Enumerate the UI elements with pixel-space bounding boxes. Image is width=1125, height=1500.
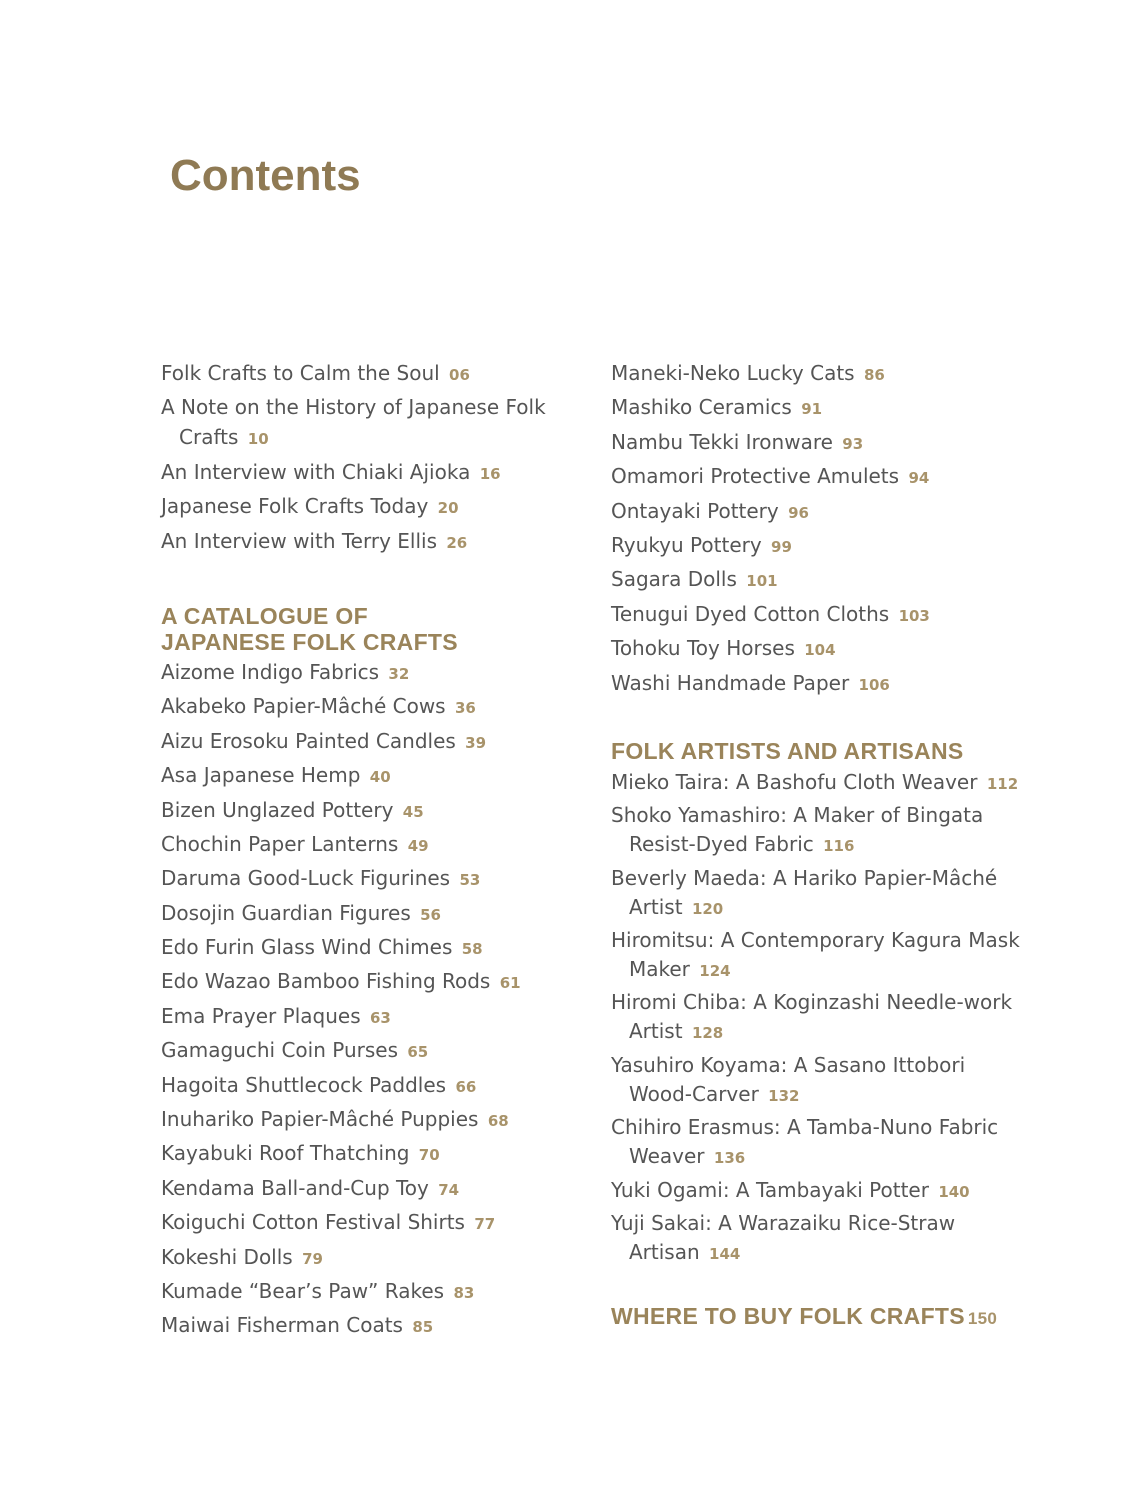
toc-entry-title: Aizu Erosoku Painted Candles [161, 728, 456, 753]
toc-entry-page-number: 61 [499, 974, 521, 993]
toc-entry[interactable] [161, 691, 601, 723]
catalogue-list [161, 657, 601, 1342]
toc-entry[interactable] [611, 392, 1031, 424]
contents-left-column [161, 358, 601, 1345]
toc-entry[interactable] [161, 1104, 601, 1136]
page-title: Contents [170, 151, 361, 200]
where-to-buy-heading[interactable] [611, 1303, 1031, 1332]
toc-entry-title: Kayabuki Roof Thatching [161, 1141, 410, 1166]
toc-entry-page-number: 94 [908, 469, 930, 488]
toc-entry[interactable] [161, 657, 601, 689]
toc-entry-title: Dosojin Guardian Figures [161, 900, 411, 925]
toc-entry-title: Edo Furin Glass Wind Chimes [161, 935, 453, 960]
toc-entry[interactable] [161, 1173, 601, 1205]
toc-entry[interactable] [161, 1001, 601, 1033]
toc-entry[interactable] [161, 1310, 601, 1342]
toc-entry-title: Mieko Taira: A Bashofu Cloth Weaver [611, 769, 978, 794]
toc-entry-page-number: 128 [691, 1024, 724, 1043]
toc-entry[interactable] [161, 491, 601, 523]
toc-entry-page-number: 58 [461, 940, 483, 959]
toc-entry[interactable] [611, 496, 1031, 528]
toc-entry-title: Mashiko Ceramics [611, 395, 792, 420]
toc-entry-title: Ema Prayer Plaques [161, 1003, 361, 1028]
toc-entry-page-number: 103 [898, 606, 930, 625]
toc-entry-page-number: 39 [465, 733, 487, 752]
toc-entry-page-number: 132 [768, 1086, 800, 1105]
catalogue-heading-text: A CATALOGUE OF JAPANESE FOLK CRAFTS [161, 602, 458, 655]
toc-entry[interactable] [161, 358, 601, 390]
toc-entry-page-number: 106 [858, 675, 890, 694]
toc-entry-page-number: 85 [412, 1318, 434, 1337]
artists-list [611, 768, 1031, 1269]
toc-entry[interactable] [161, 726, 601, 758]
toc-entry-page-number: 63 [369, 1008, 391, 1027]
toc-entry-page-number: 93 [842, 434, 864, 453]
toc-entry-page-number: 66 [455, 1077, 477, 1096]
toc-entry[interactable] [611, 768, 1031, 799]
toc-entry-title: Tohoku Toy Horses [611, 636, 795, 661]
toc-entry[interactable] [611, 926, 1031, 986]
toc-entry[interactable] [611, 1209, 1031, 1269]
artists-heading [611, 738, 1031, 764]
contents-right-column [611, 358, 1031, 1332]
toc-entry-page-number: 06 [449, 366, 470, 384]
toc-entry[interactable] [161, 1070, 601, 1102]
toc-entry[interactable] [611, 988, 1031, 1048]
toc-entry-title: Maneki-Neko Lucky Cats [611, 361, 855, 385]
toc-entry[interactable] [611, 427, 1031, 459]
toc-entry-page-number: 144 [709, 1245, 741, 1264]
toc-entry-page-number: 20 [437, 499, 459, 518]
toc-entry[interactable] [611, 461, 1031, 493]
toc-entry-title: Yuji Sakai: A Warazaiku Rice-Straw Artisan [611, 1211, 956, 1265]
toc-entry-page-number: 32 [388, 664, 410, 683]
toc-entry-page-number: 65 [407, 1043, 429, 1062]
toc-entry-title: Ontayaki Pottery [611, 498, 779, 523]
toc-entry-title: Sagara Dolls [611, 567, 737, 592]
toc-entry-title: Chochin Paper Lanterns [161, 831, 399, 856]
toc-entry-page-number: 86 [863, 366, 885, 384]
toc-entry-page-number: 16 [479, 464, 501, 483]
toc-entry-page-number: 77 [474, 1215, 496, 1234]
toc-entry-page-number: 101 [746, 572, 778, 591]
toc-entry-title: Beverly Maeda: A Hariko Papier-Mâché Artist [611, 865, 998, 919]
toc-entry-page-number: 96 [788, 503, 809, 522]
toc-entry-title: Hiromi Chiba: A Koginzashi Needle-work Artist [611, 990, 1013, 1044]
toc-entry[interactable] [161, 898, 601, 930]
toc-entry-title: Nambu Tekki Ironware [611, 429, 833, 454]
toc-entry[interactable] [161, 932, 601, 964]
where-to-buy-heading-text: WHERE TO BUY FOLK CRAFTS [611, 1303, 965, 1330]
toc-entry[interactable] [161, 1138, 601, 1170]
toc-entry-title: Akabeko Papier-Mâché Cows [161, 694, 446, 719]
toc-entry-title: Asa Japanese Hemp [161, 763, 361, 788]
toc-entry[interactable] [161, 863, 601, 895]
toc-entry-title: Shoko Yamashiro: A Maker of Bingata Resist-Dyed Fabric [611, 803, 984, 857]
toc-entry[interactable] [611, 633, 1031, 665]
toc-entry-title: Edo Wazao Bamboo Fishing Rods [161, 969, 491, 994]
toc-entry[interactable] [161, 457, 601, 489]
toc-entry-title: Chihiro Erasmus: A Tamba-Nuno Fabric Weaver [611, 1115, 999, 1169]
toc-entry-title: Kokeshi Dolls [161, 1244, 293, 1269]
artists-heading-text: FOLK ARTISTS AND ARTISANS [611, 737, 964, 764]
toc-entry-page-number: 10 [247, 430, 269, 449]
toc-entry-page-number: 104 [804, 641, 836, 660]
where-to-buy-page-number: 150 [967, 1309, 998, 1329]
toc-entry-page-number: 45 [402, 802, 424, 821]
toc-entry-title: Maiwai Fisherman Coats [161, 1313, 403, 1338]
toc-entry[interactable] [161, 795, 601, 827]
toc-entry[interactable] [161, 1276, 601, 1308]
toc-entry-title: A Note on the History of Japanese Folk Crafts [161, 395, 546, 450]
toc-entry-title: Tenugui Dyed Cotton Cloths [611, 601, 890, 626]
toc-entry-page-number: 26 [446, 533, 468, 552]
toc-entry-title: Yasuhiro Koyama: A Sasano Ittobori Wood-Carver [611, 1052, 966, 1106]
toc-entry-title: Yuki Ogami: A Tambayaki Potter [611, 1177, 929, 1202]
toc-entry-title: An Interview with Chiaki Ajioka [161, 459, 471, 484]
toc-entry-page-number: 124 [699, 962, 731, 981]
toc-entry[interactable] [611, 668, 1031, 700]
toc-entry[interactable] [611, 599, 1031, 631]
toc-entry[interactable] [611, 530, 1031, 562]
toc-entry-title: Inuhariko Papier-Mâché Puppies [161, 1107, 479, 1132]
catalogue-continued-list [611, 358, 1031, 700]
toc-entry[interactable] [611, 358, 1031, 390]
toc-entry-page-number: 70 [418, 1146, 440, 1165]
toc-entry-title: Aizome Indigo Fabrics [161, 659, 380, 684]
toc-entry-page-number: 136 [713, 1149, 746, 1168]
toc-entry[interactable] [611, 1176, 1031, 1207]
toc-entry[interactable] [161, 966, 601, 998]
toc-entry-page-number: 116 [823, 837, 855, 856]
toc-entry-page-number: 79 [302, 1249, 323, 1268]
toc-entry-page-number: 99 [771, 537, 792, 556]
toc-entry-page-number: 53 [459, 871, 481, 890]
toc-entry-title: Hagoita Shuttlecock Paddles [161, 1072, 447, 1097]
toc-entry[interactable] [611, 1051, 1031, 1111]
toc-entry-page-number: 49 [407, 836, 429, 855]
toc-entry-title: Washi Handmade Paper [611, 670, 850, 695]
toc-entry-page-number: 112 [986, 774, 1019, 793]
toc-entry-title: Koiguchi Cotton Festival Shirts [161, 1210, 465, 1235]
toc-entry[interactable] [161, 392, 601, 454]
toc-entry-page-number: 91 [801, 400, 823, 419]
toc-entry[interactable] [161, 1035, 601, 1067]
toc-entry[interactable] [161, 1242, 601, 1274]
toc-entry[interactable] [611, 564, 1031, 596]
toc-entry-title: Gamaguchi Coin Purses [161, 1038, 398, 1063]
toc-entry[interactable] [611, 864, 1031, 924]
intro-list [161, 358, 601, 558]
toc-entry-title: Ryukyu Pottery [611, 532, 762, 557]
toc-entry-page-number: 56 [420, 905, 441, 924]
toc-entry-title: Daruma Good-Luck Figurines [161, 866, 451, 891]
toc-entry-title: Japanese Folk Crafts Today [161, 494, 429, 519]
toc-entry-title: Hiromitsu: A Contemporary Kagura Mask Maker [611, 928, 1020, 982]
toc-entry-page-number: 40 [369, 768, 391, 787]
toc-entry-page-number: 68 [487, 1112, 509, 1131]
toc-entry-title: Folk Crafts to Calm the Soul [161, 361, 440, 385]
toc-entry[interactable] [161, 1207, 601, 1239]
toc-entry[interactable] [611, 1113, 1031, 1173]
toc-entry[interactable] [161, 526, 601, 558]
toc-entry[interactable] [611, 801, 1031, 861]
toc-entry[interactable] [161, 760, 601, 792]
toc-entry-page-number: 74 [438, 1180, 460, 1199]
toc-entry-page-number: 140 [938, 1182, 970, 1201]
catalogue-heading [161, 603, 491, 655]
toc-entry-title: Kumade “Bear’s Paw” Rakes [161, 1278, 445, 1303]
toc-entry-page-number: 36 [454, 699, 476, 718]
toc-entry-title: Bizen Unglazed Pottery [161, 797, 394, 822]
toc-entry-title: Omamori Protective Amulets [611, 464, 900, 489]
toc-entry-page-number: 83 [453, 1283, 475, 1302]
toc-entry-title: An Interview with Terry Ellis [161, 528, 437, 553]
toc-entry[interactable] [161, 829, 601, 861]
toc-entry-title: Kendama Ball-and-Cup Toy [161, 1175, 429, 1200]
toc-entry-page-number: 120 [691, 899, 724, 918]
